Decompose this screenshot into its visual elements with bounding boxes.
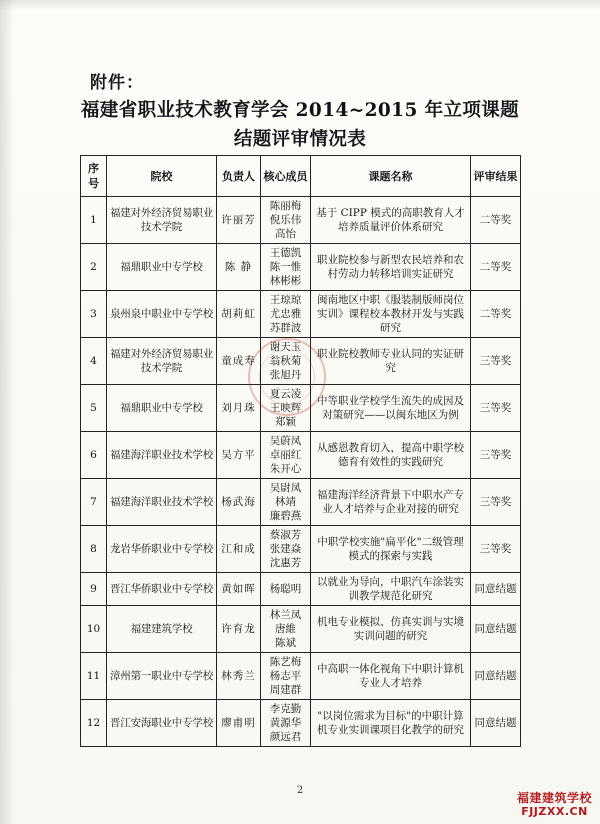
column-header-leader: 负责人 [217, 156, 261, 197]
table-row [81, 338, 521, 385]
page-edge-shadow-top [0, 0, 600, 10]
column-header-topic: 课题名称 [311, 156, 471, 197]
cell-topic: 职业院校参与新型农民培养和农村劳动力转移培训实证研究 [311, 244, 471, 291]
table-row [81, 653, 521, 700]
cell-members: 夏云凌 王映辉 郑颖 [261, 385, 311, 432]
cell-no: 6 [81, 432, 107, 479]
cell-members: 吴尉凤 林靖 廉碧燕 [261, 479, 311, 526]
cell-result: 同意结题 [471, 573, 521, 606]
cell-topic: 职业院校教师专业认同的实证研究 [311, 338, 471, 385]
cell-school: 福建对外经济贸易职业技术学院 [107, 197, 217, 244]
cell-no: 11 [81, 653, 107, 700]
table-row [81, 291, 521, 338]
cell-no: 5 [81, 385, 107, 432]
cell-school: 福建海洋职业技术学校 [107, 432, 217, 479]
cell-no: 7 [81, 479, 107, 526]
table-row [81, 197, 521, 244]
table-row [81, 385, 521, 432]
cell-school: 福建海洋职业技术学校 [107, 479, 217, 526]
cell-no: 9 [81, 573, 107, 606]
cell-result: 同意结题 [471, 653, 521, 700]
cell-school: 福建建筑学校 [107, 606, 217, 653]
cell-leader: 许丽芳 [217, 197, 261, 244]
cell-result: 二等奖 [471, 244, 521, 291]
cell-no: 1 [81, 197, 107, 244]
table-row [81, 479, 521, 526]
table-row [81, 573, 521, 606]
cell-no: 12 [81, 700, 107, 747]
column-header-no: 序号 [81, 156, 107, 197]
cell-topic: 以就业为导向，中职汽车涂装实训教学规范化研究 [311, 573, 471, 606]
cell-leader: 黄如晖 [217, 573, 261, 606]
watermark-line2: FJJZXX.CN [521, 805, 588, 818]
page-title [0, 96, 600, 154]
table-body [81, 197, 521, 747]
cell-leader: 杨武海 [217, 479, 261, 526]
cell-leader: 林秀兰 [217, 653, 261, 700]
attachment-label: 附件： [90, 73, 144, 93]
cell-members: 陈丽梅 倪乐伟 高怡 [261, 197, 311, 244]
cell-school: 晋江华侨职业中专学校 [107, 573, 217, 606]
cell-topic: "以岗位需求为目标"的中职计算机专业实训课项目化教学的研究 [311, 700, 471, 747]
review-table [80, 155, 521, 747]
cell-school: 晋江安海职业中专学校 [107, 700, 217, 747]
cell-leader: 许育龙 [217, 606, 261, 653]
cell-topic: 中等职业学校学生流失的成因及对策研究——以闽东地区为例 [311, 385, 471, 432]
cell-no: 2 [81, 244, 107, 291]
cell-no: 10 [81, 606, 107, 653]
table-row [81, 432, 521, 479]
cell-members: 杨聪明 [261, 573, 311, 606]
cell-members: 蔡淑芳 张建焱 沈惠芳 [261, 526, 311, 573]
column-header-members: 核心成员 [261, 156, 311, 197]
cell-topic: 机电专业模拟、仿真实训与实境实训问题的研究 [311, 606, 471, 653]
cell-members: 林兰凤 唐維 陈斌 [261, 606, 311, 653]
cell-school: 泉州泉中职业中专学校 [107, 291, 217, 338]
cell-members: 谢天玉 翁秋菊 张旭丹 [261, 338, 311, 385]
cell-school: 漳州第一职业中专学校 [107, 653, 217, 700]
cell-members: 王德凯 陈一惟 林彬彬 [261, 244, 311, 291]
cell-leader: 江和成 [217, 526, 261, 573]
page-title-line1: 福建省职业技术教育学会 2014~2015 年立项课题 [80, 100, 520, 121]
cell-topic: 从感恩教育切入，提高中职学校德育有效性的实践研究 [311, 432, 471, 479]
cell-topic: 福建海洋经济背景下中职水产专业人才培养与企业对接的研究 [311, 479, 471, 526]
table-header-row [81, 156, 521, 197]
cell-leader: 陈 静 [217, 244, 261, 291]
cell-leader: 刘月珠 [217, 385, 261, 432]
cell-leader: 廖甫明 [217, 700, 261, 747]
cell-result: 同意结题 [471, 606, 521, 653]
cell-topic: 中职学校实施"扁平化"二级管理模式的探索与实践 [311, 526, 471, 573]
watermark-line1: 福建建筑学校 [516, 791, 592, 805]
cell-result: 三等奖 [471, 432, 521, 479]
cell-school: 福建对外经济贸易职业技术学院 [107, 338, 217, 385]
cell-leader: 童成寿 [217, 338, 261, 385]
cell-members: 陈艺梅 杨志平 周建群 [261, 653, 311, 700]
page-title-line2: 结题评审情况表 [233, 129, 367, 150]
column-header-result: 评审结果 [471, 156, 521, 197]
watermark [517, 792, 592, 818]
cell-leader: 吴方平 [217, 432, 261, 479]
cell-school: 龙岩华侨职业中专学校 [107, 526, 217, 573]
cell-no: 4 [81, 338, 107, 385]
cell-topic: 中高职一体化视角下中职计算机专业人才培养 [311, 653, 471, 700]
table-row [81, 606, 521, 653]
cell-school: 福鼎职业中专学校 [107, 244, 217, 291]
table-row [81, 244, 521, 291]
cell-no: 3 [81, 291, 107, 338]
column-header-school: 院校 [107, 156, 217, 197]
cell-members: 王琼琼 尤忠雅 苏群波 [261, 291, 311, 338]
table-row [81, 526, 521, 573]
cell-result: 三等奖 [471, 338, 521, 385]
cell-result: 二等奖 [471, 197, 521, 244]
cell-members: 吴蔚凤 卓丽红 朱开心 [261, 432, 311, 479]
cell-result: 二等奖 [471, 291, 521, 338]
cell-no: 8 [81, 526, 107, 573]
cell-result: 同意结题 [471, 700, 521, 747]
cell-result: 三等奖 [471, 526, 521, 573]
cell-school: 福鼎职业中专学校 [107, 385, 217, 432]
cell-result: 三等奖 [471, 385, 521, 432]
cell-members: 李克勤 黄源华 颜远君 [261, 700, 311, 747]
cell-leader: 胡莉虹 [217, 291, 261, 338]
page-number: 2 [296, 785, 304, 796]
cell-result: 三等奖 [471, 479, 521, 526]
cell-topic: 闽南地区中职《服装制版师岗位实训》课程校本教材开发与实践研究 [311, 291, 471, 338]
cell-topic: 基于 CIPP 模式的高职教育人才培养质量评价体系研究 [311, 197, 471, 244]
table-row [81, 700, 521, 747]
